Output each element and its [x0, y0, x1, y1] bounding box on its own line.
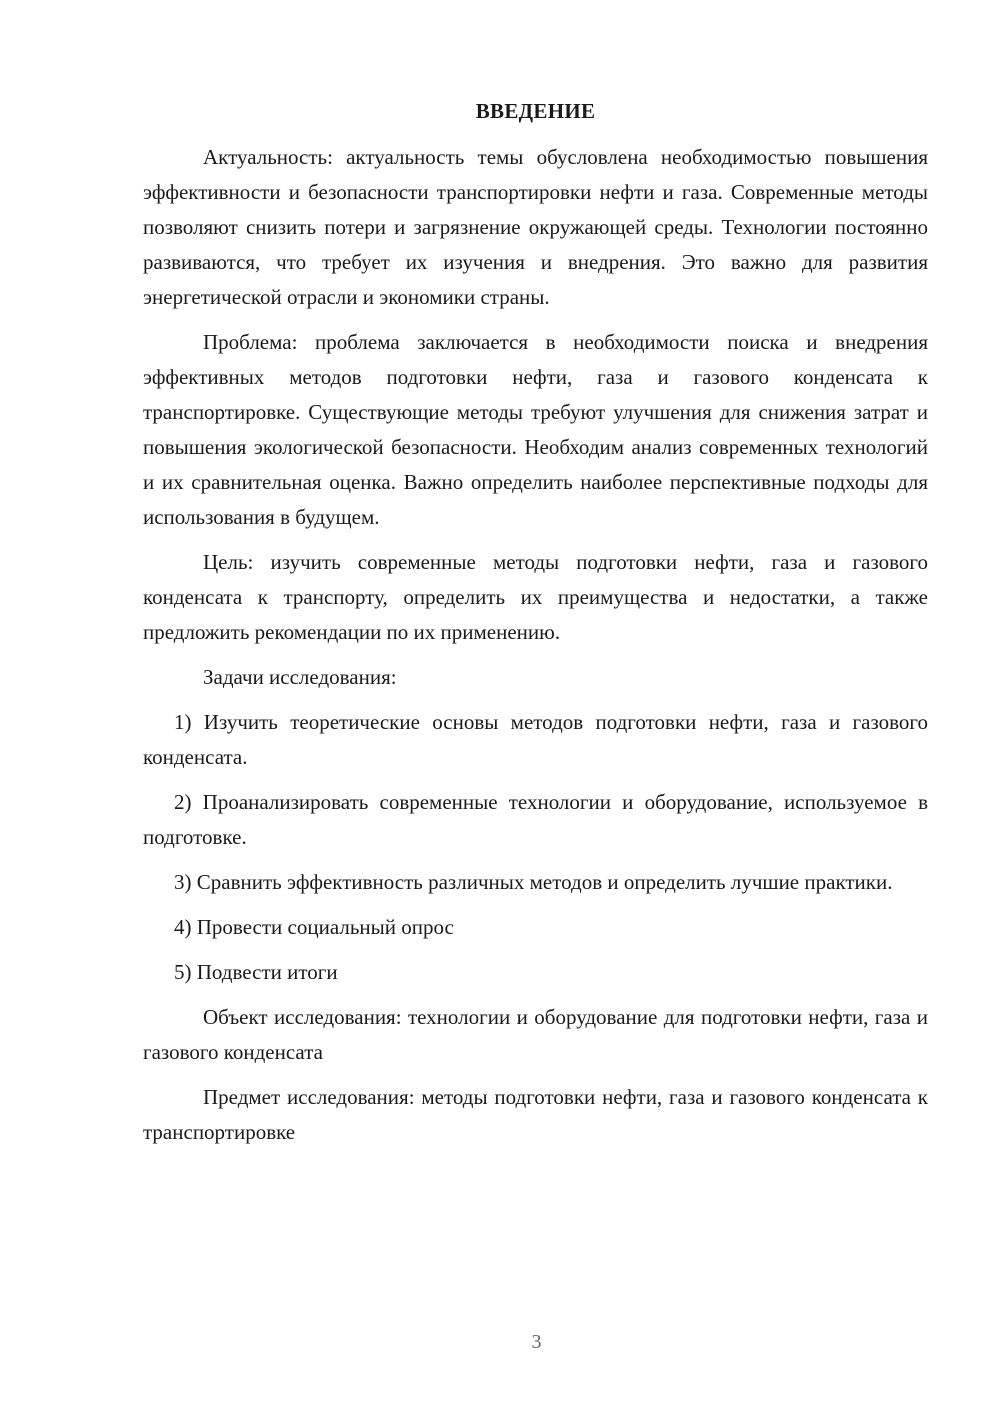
- page-number: 3: [531, 1331, 542, 1353]
- paragraph-problem: Проблема: проблема заключается в необходимости поиска и внедрения эффективных методов подготовки нефти, газа и газового конденсата к транспортировке. Существующие методы требуют улучшения для снижения затрат и повышения экологической безопасности. Необходим анализ современных технологий и их сравнительная оценка. Важно определить наиболее перспективные подходы для использования в будущем.: [143, 330, 928, 529]
- task-item-3: 3) Сравнить эффективность различных методов и определить лучшие практики.: [174, 870, 893, 894]
- task-item-1: 1) Изучить теоретические основы методов подготовки нефти, газа и газового конденсата.: [143, 710, 928, 769]
- task-item-4: 4) Провести социальный опрос: [174, 915, 454, 939]
- paragraph-object: Объект исследования: технологии и оборудование для подготовки нефти, газа и газового конденсата: [143, 1005, 928, 1064]
- tasks-heading: Задачи исследования:: [203, 665, 397, 689]
- paragraph-goal: Цель: изучить современные методы подготовки нефти, газа и газового конденсата к транспорту, определить их преимущества и недостатки, а также предложить рекомендации по их применению.: [143, 550, 928, 644]
- page-title: ВВЕДЕНИЕ: [475, 99, 596, 123]
- task-item-2: 2) Проанализировать современные технологии и оборудование, используемое в подготовке.: [143, 790, 928, 849]
- task-item-5: 5) Подвести итоги: [174, 960, 338, 984]
- paragraph-subject: Предмет исследования: методы подготовки нефти, газа и газового конденсата к транспортировке: [143, 1085, 928, 1144]
- document-page: [143, 94, 928, 1160]
- paragraph-relevance: Актуальность: актуальность темы обусловлена необходимостью повышения эффективности и безопасности транспортировки нефти и газа. Современные методы позволяют снизить потери и загрязнение окружающей среды. Технологии постоянно развиваются, что требует их изучения и внедрения. Это важно для развития энергетической отрасли и экономики страны.: [143, 145, 928, 309]
